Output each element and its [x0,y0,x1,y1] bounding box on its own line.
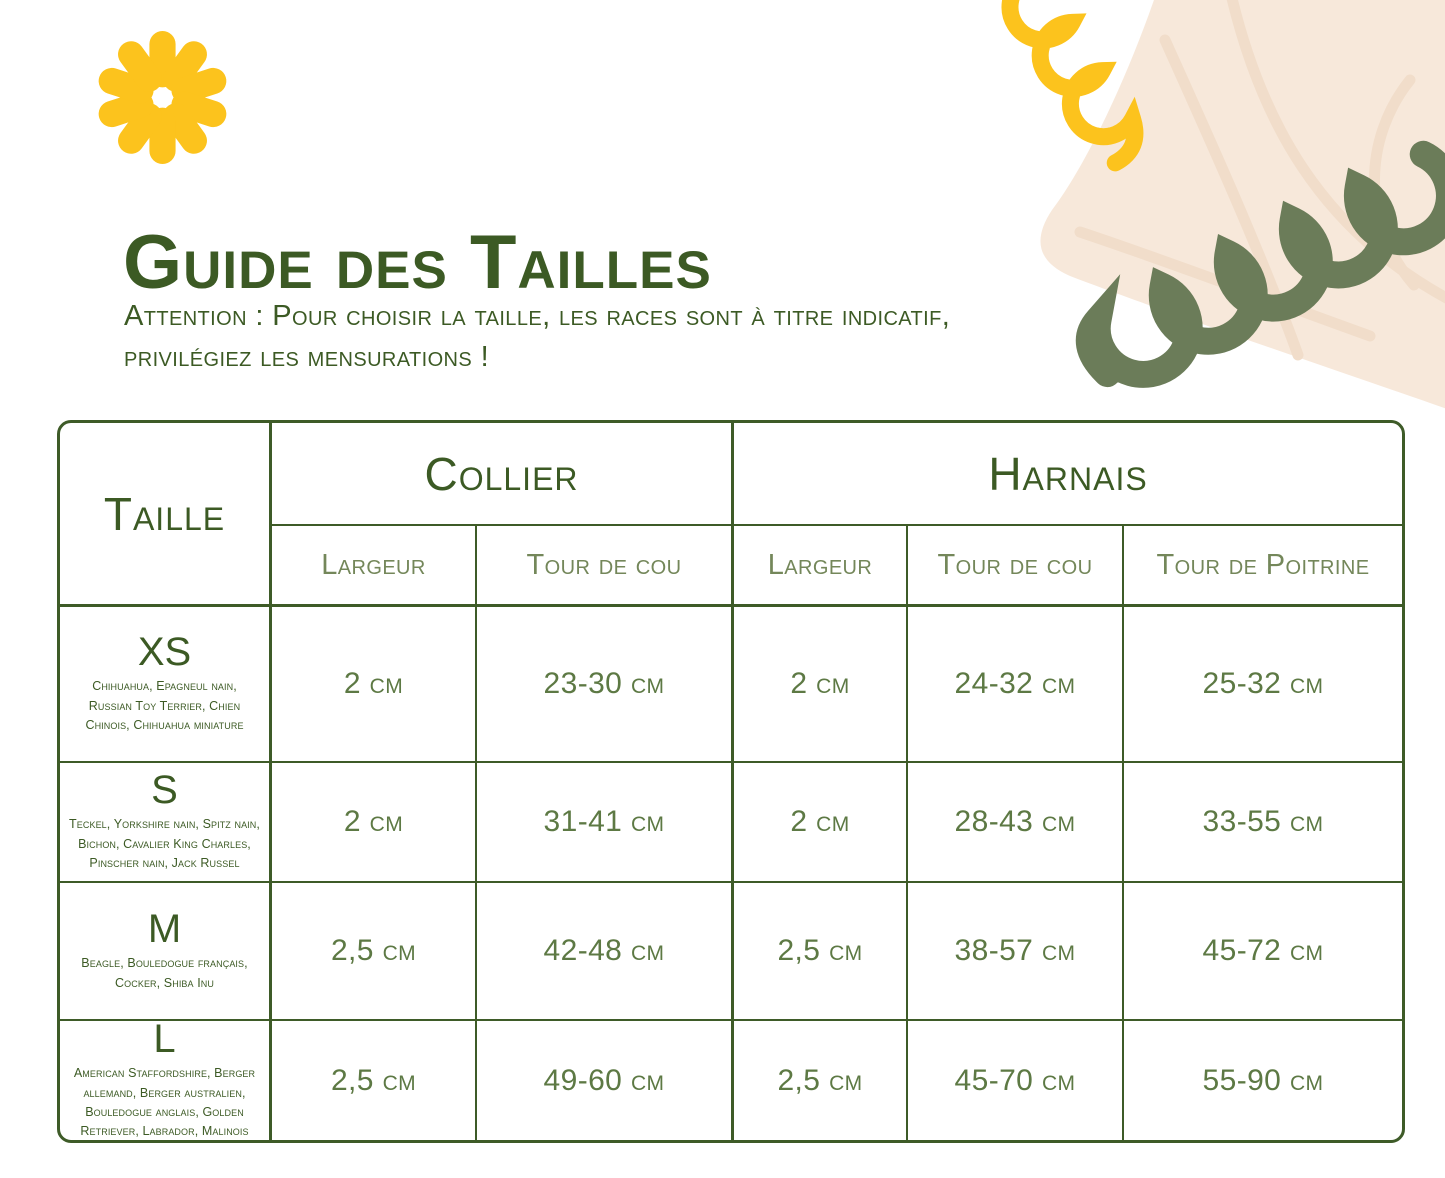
table-row-l-size [60,1017,272,1140]
breeds-xs: Chihuahua, Epagneul nain, Russian Toy Terrier, Chien Chinois, Chihuahua miniature [85,679,244,733]
l-collier-largeur-value: 2,5 cm [272,1021,477,1140]
header-taille: Taille [60,423,272,607]
subheader-harnais-tour-de-poitrine: Tour de Poitrine [1124,526,1402,607]
table-row-m-size [60,883,272,1021]
subheader-harnais-largeur: Largeur [734,526,908,607]
size-guide-table [57,420,1405,1143]
page-subtitle [124,296,950,378]
s-harnais-tour-de-cou-value: 28-43 cm [908,763,1124,883]
s-harnais-tour-de-poitrine-value: 33-55 cm [1124,763,1402,883]
size-label-s: S [151,768,178,813]
s-harnais-largeur-value: 2 cm [734,763,908,883]
xs-harnais-tour-de-poitrine-value: 25-32 cm [1124,607,1402,763]
l-harnais-largeur-value: 2,5 cm [734,1021,908,1140]
breeds-m: Beagle, Bouledogue français, Cocker, Shiba Inu [81,956,248,990]
table-row-xs-size [60,607,272,763]
l-harnais-tour-de-cou-value: 45-70 cm [908,1021,1124,1140]
header-harnais: Harnais [734,423,1402,526]
s-collier-largeur-value: 2 cm [272,763,477,883]
green-coil-icon [1080,150,1445,395]
s-collier-tour-de-cou-value: 31-41 cm [477,763,734,883]
breeds-s: Teckel, Yorkshire nain, Spitz nain, Bichon, Cavalier King Charles, Pinscher nain, Jack Russel [69,817,260,871]
header-collier: Collier [272,423,734,526]
subheader-harnais-tour-de-cou: Tour de cou [908,526,1124,607]
xs-harnais-largeur-value: 2 cm [734,607,908,763]
m-harnais-largeur-value: 2,5 cm [734,883,908,1021]
l-collier-tour-de-cou-value: 49-60 cm [477,1021,734,1140]
m-harnais-tour-de-poitrine-value: 45-72 cm [1124,883,1402,1021]
xs-harnais-tour-de-cou-value: 24-32 cm [908,607,1124,763]
subtitle-line-1: Attention : Pour choisir la taille, les races sont à titre indicatif, [124,300,951,332]
xs-collier-tour-de-cou-value: 23-30 cm [477,607,734,763]
m-collier-tour-de-cou-value: 42-48 cm [477,883,734,1021]
subtitle-line-2: privilégiez les mensurations ! [124,341,490,374]
yellow-sunburst-icon [90,25,235,170]
l-harnais-tour-de-poitrine-value: 55-90 cm [1202,1063,1324,1097]
top-right-decoration [930,0,1445,440]
breeds-l: American Staffordshire, Berger allemand, Berger australien, Bouledogue anglais, Golden Retriever, Labrador, Malinois [73,1066,256,1139]
m-collier-largeur-value: 2,5 cm [272,883,477,1021]
subheader-collier-largeur: Largeur [272,526,477,607]
yellow-squiggle-icon [998,0,1148,169]
size-label-m: M [147,907,182,952]
page-title: Guide des Tailles [123,219,712,305]
size-label-l: L [153,1017,176,1062]
size-label-xs: XS [137,630,192,675]
beige-triangle-shape [1040,0,1445,424]
subheader-collier-tour-de-cou: Tour de cou [477,526,734,607]
table-row-s-size [60,763,272,883]
m-harnais-tour-de-cou-value: 38-57 cm [908,883,1124,1021]
xs-collier-largeur-value: 2 cm [272,607,477,763]
